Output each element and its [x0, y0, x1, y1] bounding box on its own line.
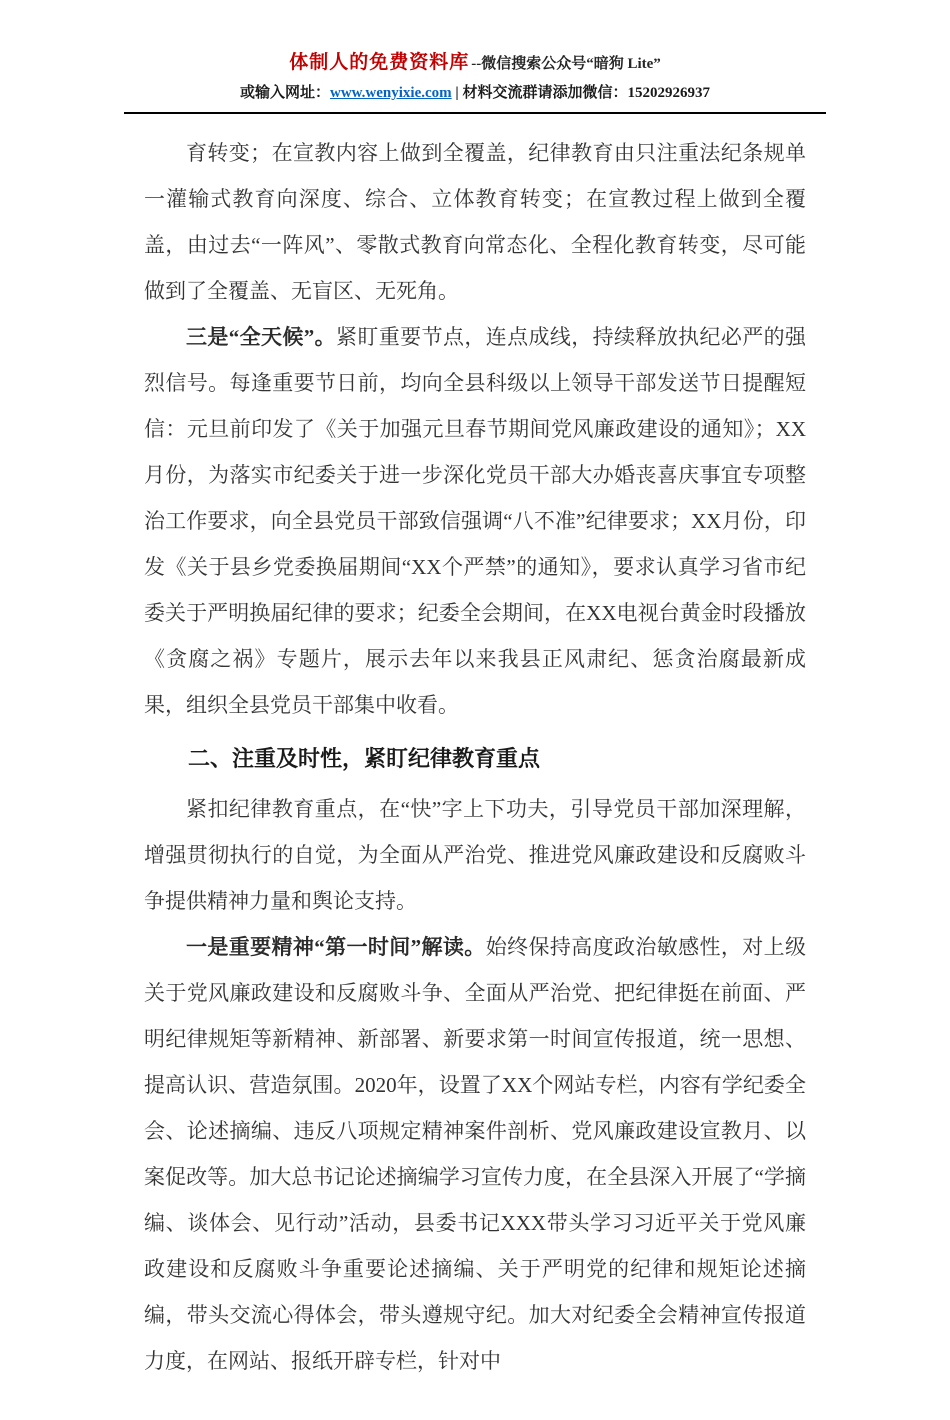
website-link[interactable]: www.wenyixie.com: [330, 85, 452, 101]
paragraph-lead: 一是重要精神“第一时间”解读。: [186, 935, 486, 959]
paragraph-text: 始终保持高度政治敏感性，对上级关于党风廉政建设和反腐败斗争、全面从严治党、把纪律挺在前面、严明纪律规矩等新精神、新部署、新要求第一时间宣传报道，统一思想、提高认识、营造氛围。2020年，设置了XX个网站专栏，内容有学纪委全会、论述摘编、违反八项规定精神案件剖析、党风廉政建设宣教月、以案促改等。加大总书记论述摘编学习宣传力度，在全县深入开展了“学摘编、谈体会、见行动”活动，县委书记XXX带头学习习近平关于党风廉政建设和反腐败斗争重要论述摘编、关于严明党的纪律和规矩论述摘编，带头交流心得体会，带头遵规守纪。加大对纪委全会精神宣传报道力度，在网站、报纸开辟专栏，针对中: [144, 935, 807, 1373]
document-body: [144, 130, 806, 1384]
document-header: [124, 50, 826, 114]
paragraph-text: 紧盯重要节点，连点成线，持续释放执纪必严的强烈信号。每逢重要节日前，均向全县科级以上领导干部发送节日提醒短信：元旦前印发了《关于加强元旦春节期间党风廉政建设的通知》；XX月份，为落实市纪委关于进一步深化党员干部大办婚丧喜庆事宜专项整治工作要求，向全县党员干部致信强调“八不准”纪律要求；XX月份，印发《关于县乡党委换届期间“XX个严禁”的通知》，要求认真学习省市纪委关于严明换届纪律的要求；纪委全会期间，在XX电视台黄金时段播放《贪腐之祸》专题片，展示去年以来我县正风肃纪、惩贪治腐最新成果，组织全县党员干部集中收看。: [144, 325, 807, 717]
header-contact-line: [124, 81, 826, 105]
paragraph-text: 紧扣纪律教育重点，在“快”字上下功夫，引导党员干部加深理解，增强贯彻执行的自觉，为全面从严治党、推进党风廉政建设和反腐败斗争提供精神力量和舆论支持。: [144, 797, 806, 913]
header-brand-line: [124, 50, 826, 77]
brand-note: --微信搜索公众号“暗狗 Lite”: [471, 56, 661, 72]
paragraph-three-is: [144, 314, 806, 728]
paragraph-text: 育转变；在宣教内容上做到全覆盖，纪律教育由只注重法纪条规单一灌输式教育向深度、综合、立体教育转变；在宣教过程上做到全覆盖，由过去“一阵风”、零散式教育向常态化、全程化教育转变，尽可能做到了全覆盖、无盲区、无死角。: [144, 141, 806, 303]
brand-title: 体制人的免费资料库: [289, 52, 470, 73]
paragraph-section-intro: [144, 786, 806, 924]
paragraph-lead: 三是“全天候”。: [186, 325, 337, 349]
paragraph-one-is: [144, 924, 806, 1384]
section-heading: 二、注重及时性，紧盯纪律教育重点: [188, 746, 541, 771]
url-prefix-label: 或输入网址：: [240, 85, 331, 101]
contact-info-label: | 材料交流群请添加微信：15202926937: [451, 85, 710, 101]
paragraph-continuation: [144, 130, 806, 314]
header-divider: [124, 112, 826, 114]
